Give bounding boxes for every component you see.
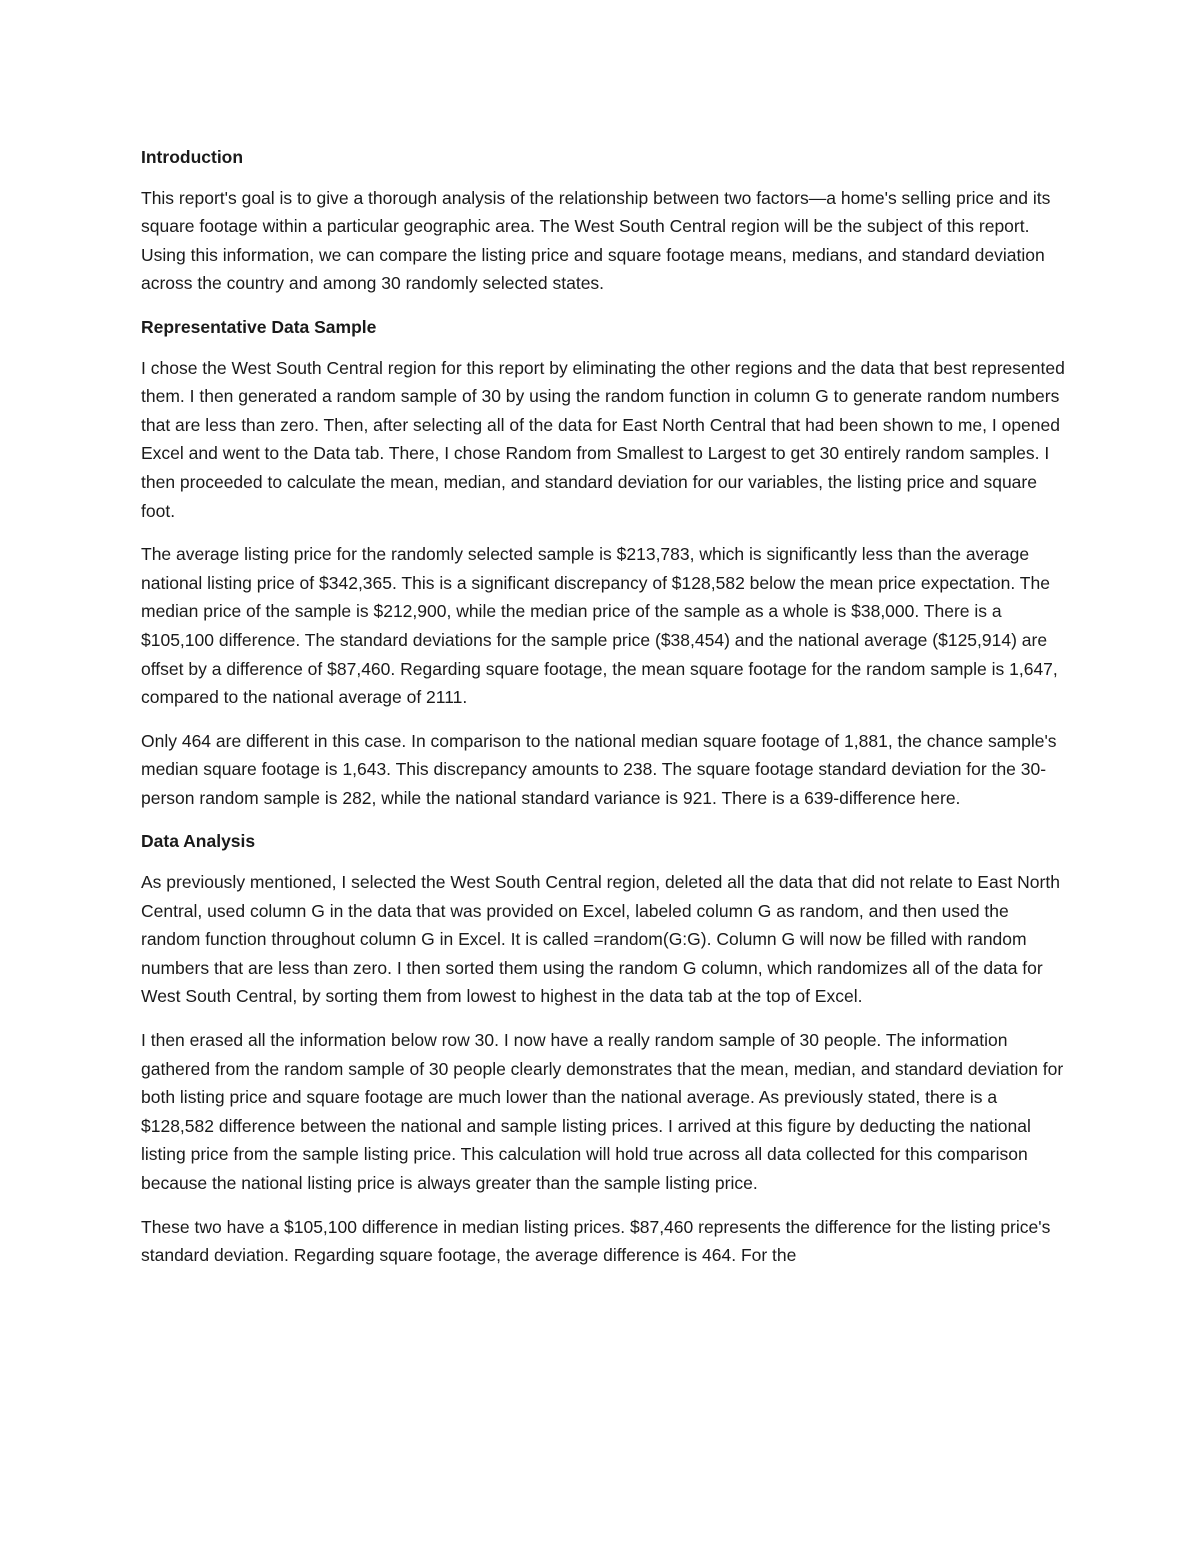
paragraph: I chose the West South Central region for this report by eliminating the other regions and the data that best represented them. I then generated a random sample of 30 by using the random function in column G to generate random numbers that are less than zero. Then, after selecting all of the data for East North Central that had been shown to me, I opened Excel and went to the Data tab. There, I chose Random from Smallest to Largest to get 30 entirely random samples. I then proceeded to calculate the mean, median, and standard deviation for our variables, the listing price and square foot. (141, 357, 1065, 521)
section-heading-data-analysis: Data Analysis (141, 831, 256, 852)
paragraph: Only 464 are different in this case. In comparison to the national median square footage of 1,881, the chance sample's median square footage is 1,643. This discrepancy amounts to 238. The square footage standard deviation for the 30-person random sample is 282, while the national standard variance is 921. There is a 639-difference here. (141, 730, 1057, 808)
paragraph: I then erased all the information below row 30. I now have a really random sample of 30 people. The information gathered from the random sample of 30 people clearly demonstrates that the mean, median, and standard deviation for both listing price and square footage are much lower than the national average. As previously stated, there is a $128,582 difference between the national and sample listing prices. I arrived at this figure by deducting the national listing price from the sample listing price. This calculation will hold true across all data collected for this comparison because the national listing price is always greater than the sample listing price. (141, 1030, 1064, 1193)
section-introduction (141, 143, 1066, 298)
section-heading-introduction: Introduction (141, 147, 244, 167)
paragraph: The average listing price for the randomly selected sample is $213,783, which is significantly less than the average national listing price of $342,365. This is a significant discrepancy of $128,582 below the mean price expectation. The median price of the sample is $212,900, while the median price of the sample as a whole is $38,000. There is a $105,100 difference. The standard deviations for the sample price ($38,454) and the national average ($125,914) are offset by a difference of $87,460. Regarding square footage, the mean square footage for the random sample is 1,647, compared to the national average of 2111. (141, 544, 1058, 708)
paragraph: As previously mentioned, I selected the West South Central region, deleted all the data that did not relate to East North Central, used column G in the data that was provided on Excel, labeled column G as random, and then used the random function throughout column G in Excel. It is called =random(G:G). Column G will now be filled with random numbers that are less than zero. I then sorted them using the random G column, which randomizes all of the data for West South Central, by sorting them from lowest to highest in the data tab at the top of Excel. (141, 872, 1060, 1007)
document-body (141, 143, 1066, 1285)
section-heading-representative-data-sample: Representative Data Sample (141, 316, 377, 337)
paragraph: These two have a $105,100 difference in median listing prices. $87,460 represents the difference for the listing price's standard deviation. Regarding square footage, the average difference is 464. For the (141, 1216, 1051, 1266)
section-representative-data-sample (141, 313, 1066, 813)
paragraph: This report's goal is to give a thorough analysis of the relationship between two factors—a home's selling price and its square footage within a particular geographic area. The West South Central region will be the subject of this report. Using this information, we can compare the listing price and square footage means, medians, and standard deviation across the country and among 30 randomly selected states. (141, 187, 1051, 294)
section-data-analysis (141, 827, 1066, 1269)
